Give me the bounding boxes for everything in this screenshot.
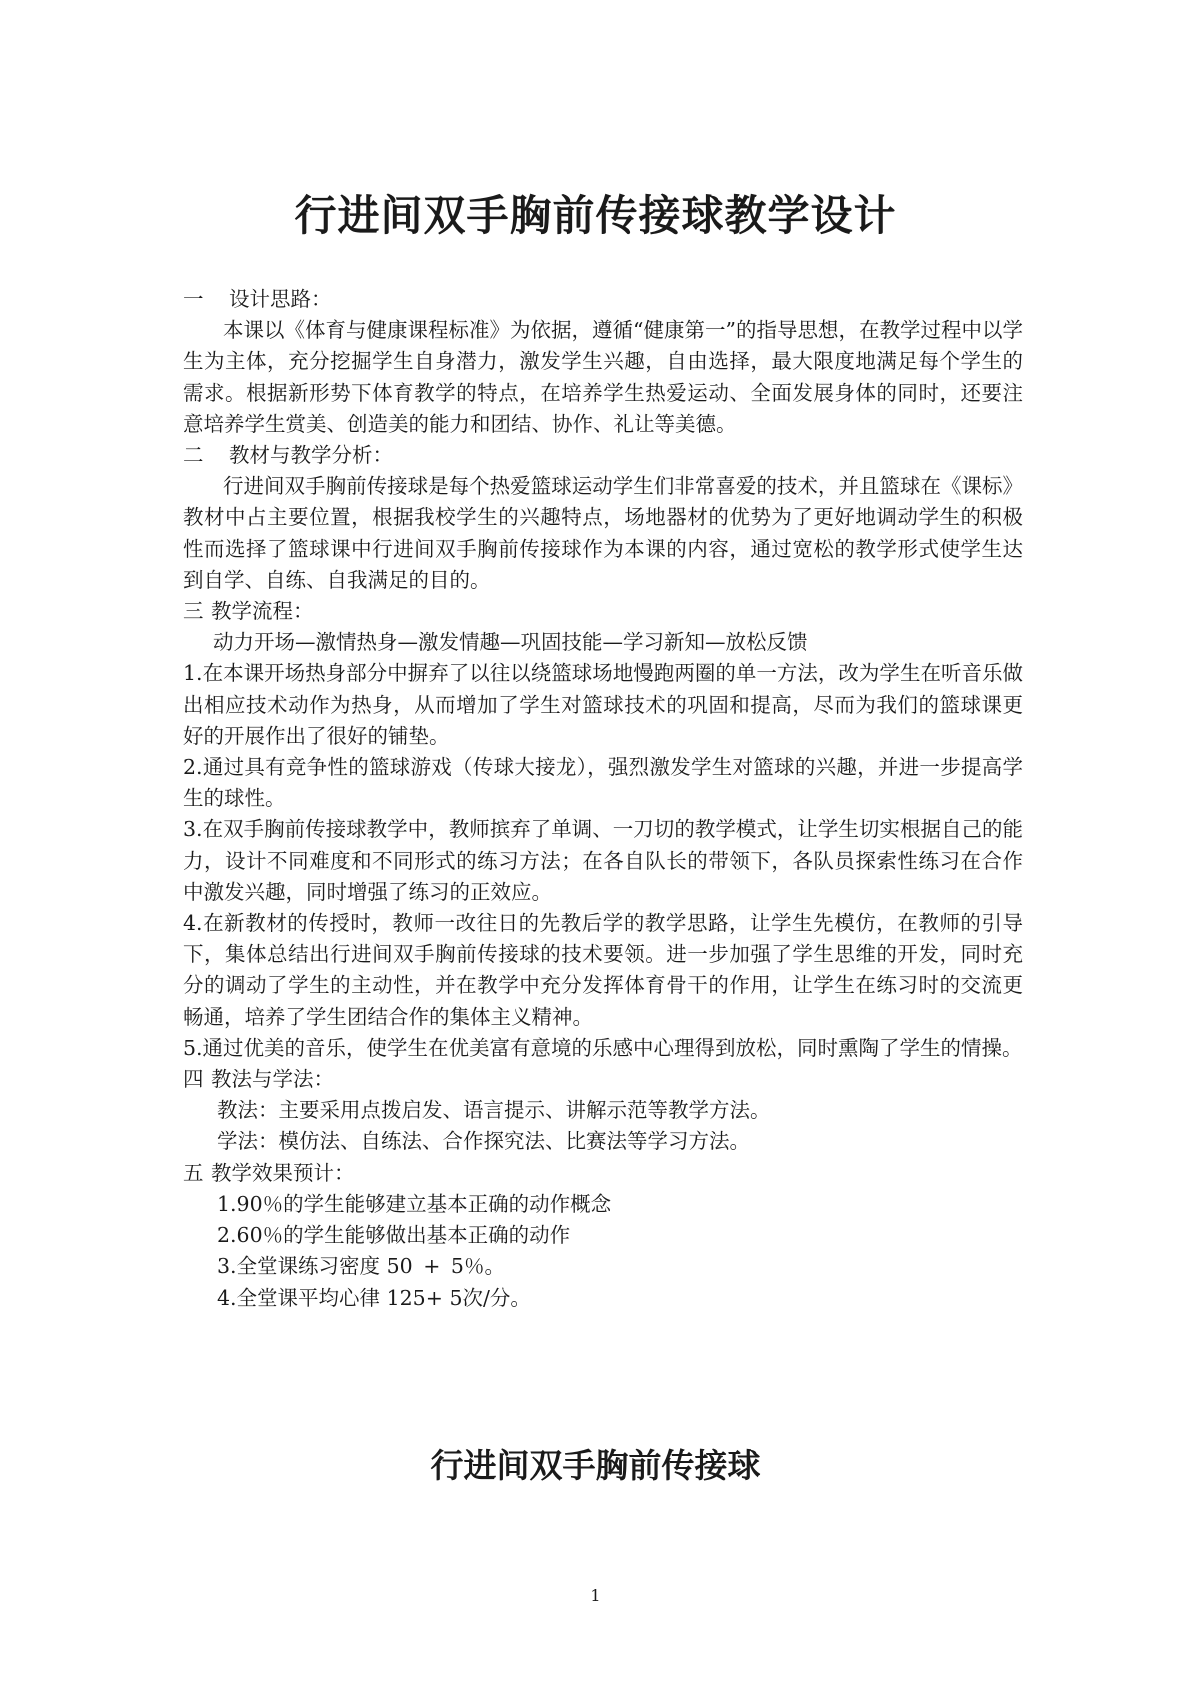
section-paragraph: 本课以《体育与健康课程标准》为依据，遵循“健康第一”的指导思想，在教学过程中以学生为主体，充分挖掘学生自身潜力，激发学生兴趣，自由选择，最大限度地满足每个学生的需求。根据新形势下体育教学的特点，在培养学生热爱运动、全面发展身体的同时，还要注意培养学生赏美、创造美的能力和团结、协作、礼让等美德。 [183, 318, 1023, 436]
section-heading-teaching-flow [183, 596, 1023, 627]
section-number: 四 [183, 1067, 204, 1092]
document-title: 行进间双手胸前传接球教学设计 [294, 191, 897, 240]
teaching-flow-line: 动力开场—激情热身—激发情趣—巩固技能—学习新知—放松反馈 [213, 630, 808, 655]
section-number: 一 [183, 287, 204, 311]
expected-result-item: 1.90％的学生能够建立基本正确的动作概念 [217, 1191, 612, 1216]
result-text: 4.全堂课平均心律 125 [217, 1285, 426, 1310]
section-heading-design-idea [183, 284, 1023, 315]
list-item: 1.在本课开场热身部分中摒弃了以往以绕篮球场地慢跑两圈的单一方法，改为学生在听音乐做出相应技术动作为热身，从而增加了学生对篮球技术的巩固和提高，尽而为我们的篮球课更好的开展作出了很好的铺垫。 [183, 661, 1023, 748]
plus-minus-symbol: + [423, 1254, 441, 1279]
section-number: 三 [183, 599, 204, 624]
document-subtitle: 行进间双手胸前传接球 [430, 1446, 761, 1485]
document-body [183, 284, 1023, 1314]
result-text: 5％。 [450, 1254, 505, 1279]
section-heading-text: 设计思路： [229, 287, 332, 311]
section-number: 五 [183, 1160, 204, 1185]
result-text: 3.全堂课练习密度 50 [217, 1254, 413, 1279]
learning-method-line: 学法：模仿法、自练法、合作探究法、比赛法等学习方法。 [217, 1129, 750, 1154]
list-item: 5.通过优美的音乐，使学生在优美富有意境的乐感中心理得到放松，同时熏陶了学生的情操。 [183, 1035, 1023, 1060]
section-paragraph: 行进间双手胸前传接球是每个热爱篮球运动学生们非常喜爱的技术，并且篮球在《课标》教材中占主要位置，根据我校学生的兴趣特点，场地器材的优势为了更好地调动学生的积极性而选择了篮球课中行进间双手胸前传接球作为本课的内容，通过宽松的教学形式使学生达到自学、自练、自我满足的目的。 [183, 474, 1023, 592]
list-item: 2.通过具有竞争性的篮球游戏（传球大接龙），强烈激发学生对篮球的兴趣，并进一步提高学生的球性。 [183, 755, 1023, 811]
section-number: 二 [183, 443, 204, 468]
expected-result-item [183, 1251, 1023, 1282]
plus-minus-symbol: + [425, 1285, 443, 1310]
section-heading-material-analysis [183, 440, 1023, 471]
section-heading-text: 教材与教学分析： [229, 443, 393, 468]
section-heading-methods [183, 1064, 1023, 1095]
result-text: 5次/分。 [449, 1285, 531, 1310]
section-heading-text: 教学效果预计： [211, 1160, 355, 1185]
expected-result-item [183, 1283, 1023, 1314]
section-heading-text: 教法与学法： [211, 1067, 334, 1092]
section-heading-expected-results [183, 1158, 1023, 1189]
list-item: 4.在新教材的传授时，教师一改往日的先教后学的教学思路，让学生先模仿，在教师的引导下，集体总结出行进间双手胸前传接球的技术要领。进一步加强了学生思维的开发，同时充分的调动了学生的主动性，并在教学中充分发挥体育骨干的作用，让学生在练习时的交流更畅通，培养了学生团结合作的集体主义精神。 [183, 911, 1023, 1029]
section-heading-text: 教学流程： [211, 599, 314, 624]
list-item: 3.在双手胸前传接球教学中，教师摈弃了单调、一刀切的教学模式，让学生切实根据自己的能力，设计不同难度和不同形式的练习方法；在各自队长的带领下，各队员探索性练习在合作中激发兴趣，同时增强了练习的正效应。 [183, 817, 1023, 904]
expected-result-item: 2.60％的学生能够做出基本正确的动作 [217, 1223, 571, 1248]
teaching-method-line: 教法：主要采用点拨启发、语言提示、讲解示范等教学方法。 [217, 1098, 771, 1123]
page-number: 1 [590, 1586, 601, 1605]
